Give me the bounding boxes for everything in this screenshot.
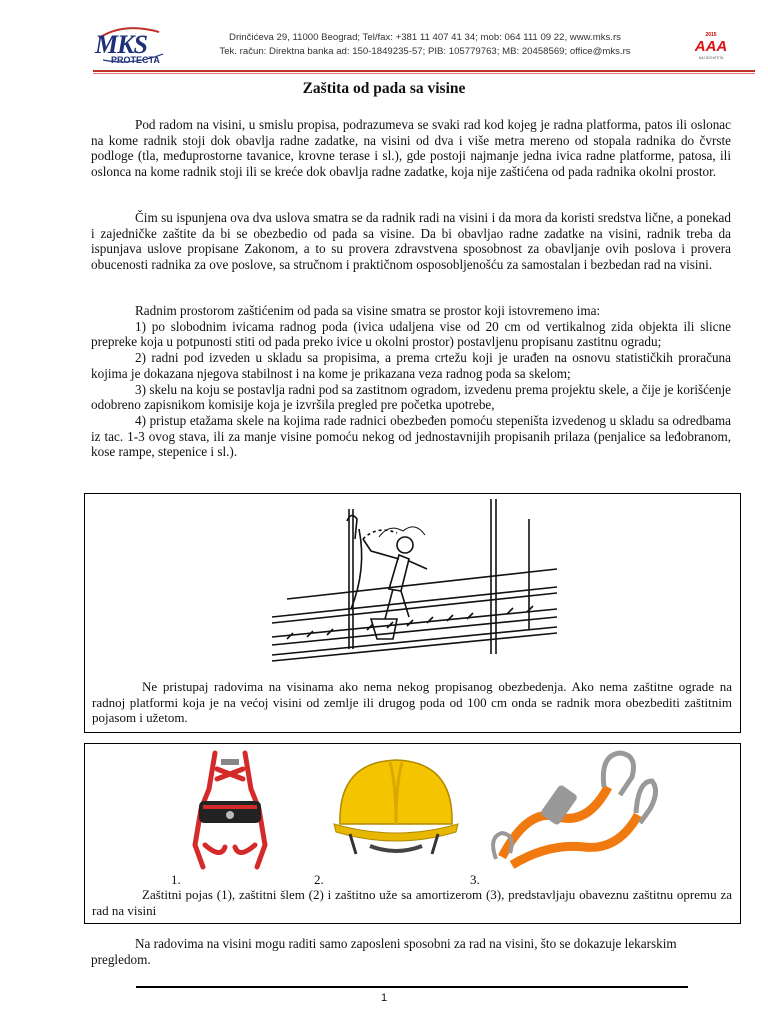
equipment-number-helmet: 2.: [314, 872, 324, 887]
box2-caption-text: Zaštitni pojas (1), zaštitni šlem (2) i zaštitno uže sa amortizerom (3), predstavljaju obaveznu zaštitnu opremu za rad na visini: [92, 887, 732, 918]
address-line: Drinčićeva 29, 11000 Beograd; Tel/fax: +381 11 407 41 34; mob: 064 111 09 22, www.mks.rs: [229, 32, 621, 43]
equipment-number-harness: 1.: [171, 872, 181, 887]
paragraph-3-intro: Radnim prostorom zaštićenim od pada sa visine smatra se prostor koji istovremeno ima:: [135, 303, 601, 318]
scaffold-illustration-box: [84, 493, 741, 733]
paragraph-requirements: [91, 210, 731, 273]
safety-harness-icon: [185, 749, 275, 873]
document-title: Zaštita od pada sa visine: [302, 80, 466, 97]
credit-rating-badge: [690, 34, 732, 64]
bank-line: Tek. račun: Direktna banka ad: 150-1849235-57; PIB: 105779763; MB: 20458569; office@mks.rs: [219, 46, 631, 57]
header-divider-thin: [93, 73, 755, 74]
paragraph-protected-space: [91, 303, 731, 460]
company-logo: [93, 24, 165, 68]
logo-text: MKS: [95, 30, 147, 59]
shock-absorbing-lanyard-icon: [488, 747, 658, 875]
box1-caption-text: Ne pristupaj radovima na visinama ako nema nekog propisanog obezbedenja. Ako nema zaštitne ograde na radnoj platformi koja je na većoj visini od zemlje ili drugog poda od 100 cm onda se radnik mora obezbediti zaštitnim pojasom i užetom.: [92, 679, 732, 725]
box2-caption: [92, 887, 732, 918]
safety-equipment-box: [84, 743, 741, 924]
safety-helmet-icon: [330, 754, 462, 864]
paragraph-2-text: Čim su ispunjena ova dva uslova smatra se da radnik radi na visini i da mora da koristi sredstva lične, a ponekad i zajedničke zaštite da bi se obezbedio od pada sa visine. Da bi obavljao radne zadatke na visini, radnik treba da ispunjava uslove propisane Zakonom, a to su provera zdravstvena sposobnost za obavljanje ovih poslova i provera obucenosti radnika za ove poslove, sa stručnom i praktičnom osposobljenošću za samostalan i bezbedan rad na visini.: [91, 210, 731, 273]
scaffold-worker-illustration: [267, 499, 567, 674]
list-item: 2) radni pod izveden u skladu sa propisima, a prema crtežu koji je urađen na osnovu statističkih proračuna kojima je dokazana njegova stabilnost i na kome je prikazana veza radnog poda sa skelom;: [91, 350, 731, 381]
badge-letters: AAA: [694, 38, 728, 55]
paragraph-medical-fitness: [91, 936, 731, 967]
final-paragraph-text: Na radovima na visini mogu raditi samo zaposleni sposobni za rad na visini, što se dokazuje lekarskim pregledom.: [91, 936, 677, 967]
box1-caption: [92, 679, 732, 726]
page-number: 1: [380, 992, 388, 1004]
paragraph-definition: [91, 117, 731, 180]
paragraph-1-text: Pod radom na visini, u smislu propisa, podrazumeva se svaki rad kod kojeg je radna platforma, patos ili oslonac na kome radnik stoji dok obavlja radne zadatke, na visini od dva i više metra mereno od stopala radnika do čvrste podloge (tla, međuprostorne tavanice, krovne terase i sl.), gde postoji najmanje jedna ivica radne platforme, patosa, ili oslonca na kome radnik stoji ili se kreće dok obavlja radne zadatke, koja nije zaštićena od pada radnika okolni prostor.: [91, 117, 731, 180]
equipment-number-lanyard: 3.: [470, 872, 480, 887]
footer-divider: [136, 986, 688, 988]
badge-subtitle: NAJ BONITETA: [698, 56, 724, 60]
list-item: 1) po slobodnim ivicama radnog poda (ivica udaljena vise od 20 cm od vertikalnog zida objekta ili slicne prepreke koja u potpunosti stiti od pada preko ivice u okolni prostor) postavljenu propisanu zastitnu ogradu;: [91, 318, 731, 350]
company-contact-block: [190, 31, 660, 59]
list-item: 4) pristup etažama skele na kojima rade radnici obezbeđen pomoću stepeništa izvedenog u skladu sa odredbama iz tac. 1-3 ovog stava, ili za manje visine pomoću nekog od jednostavnijih propisanih prilaza (penjalice sa leđobranom, kose rampe, stepenice i sl.).: [91, 412, 731, 460]
badge-year: 2015: [705, 32, 717, 38]
logo-subtitle: PROTECTA: [111, 55, 160, 65]
header-divider: [93, 70, 755, 72]
list-item: 3) skelu na koju se postavlja radni pod sa zastitnom ogradom, izvedenu prema projektu skele, a čije je korišćenje odobreno zapisnikom komisije koja je izvršila pregled pre početka upotrebe,: [91, 381, 731, 413]
